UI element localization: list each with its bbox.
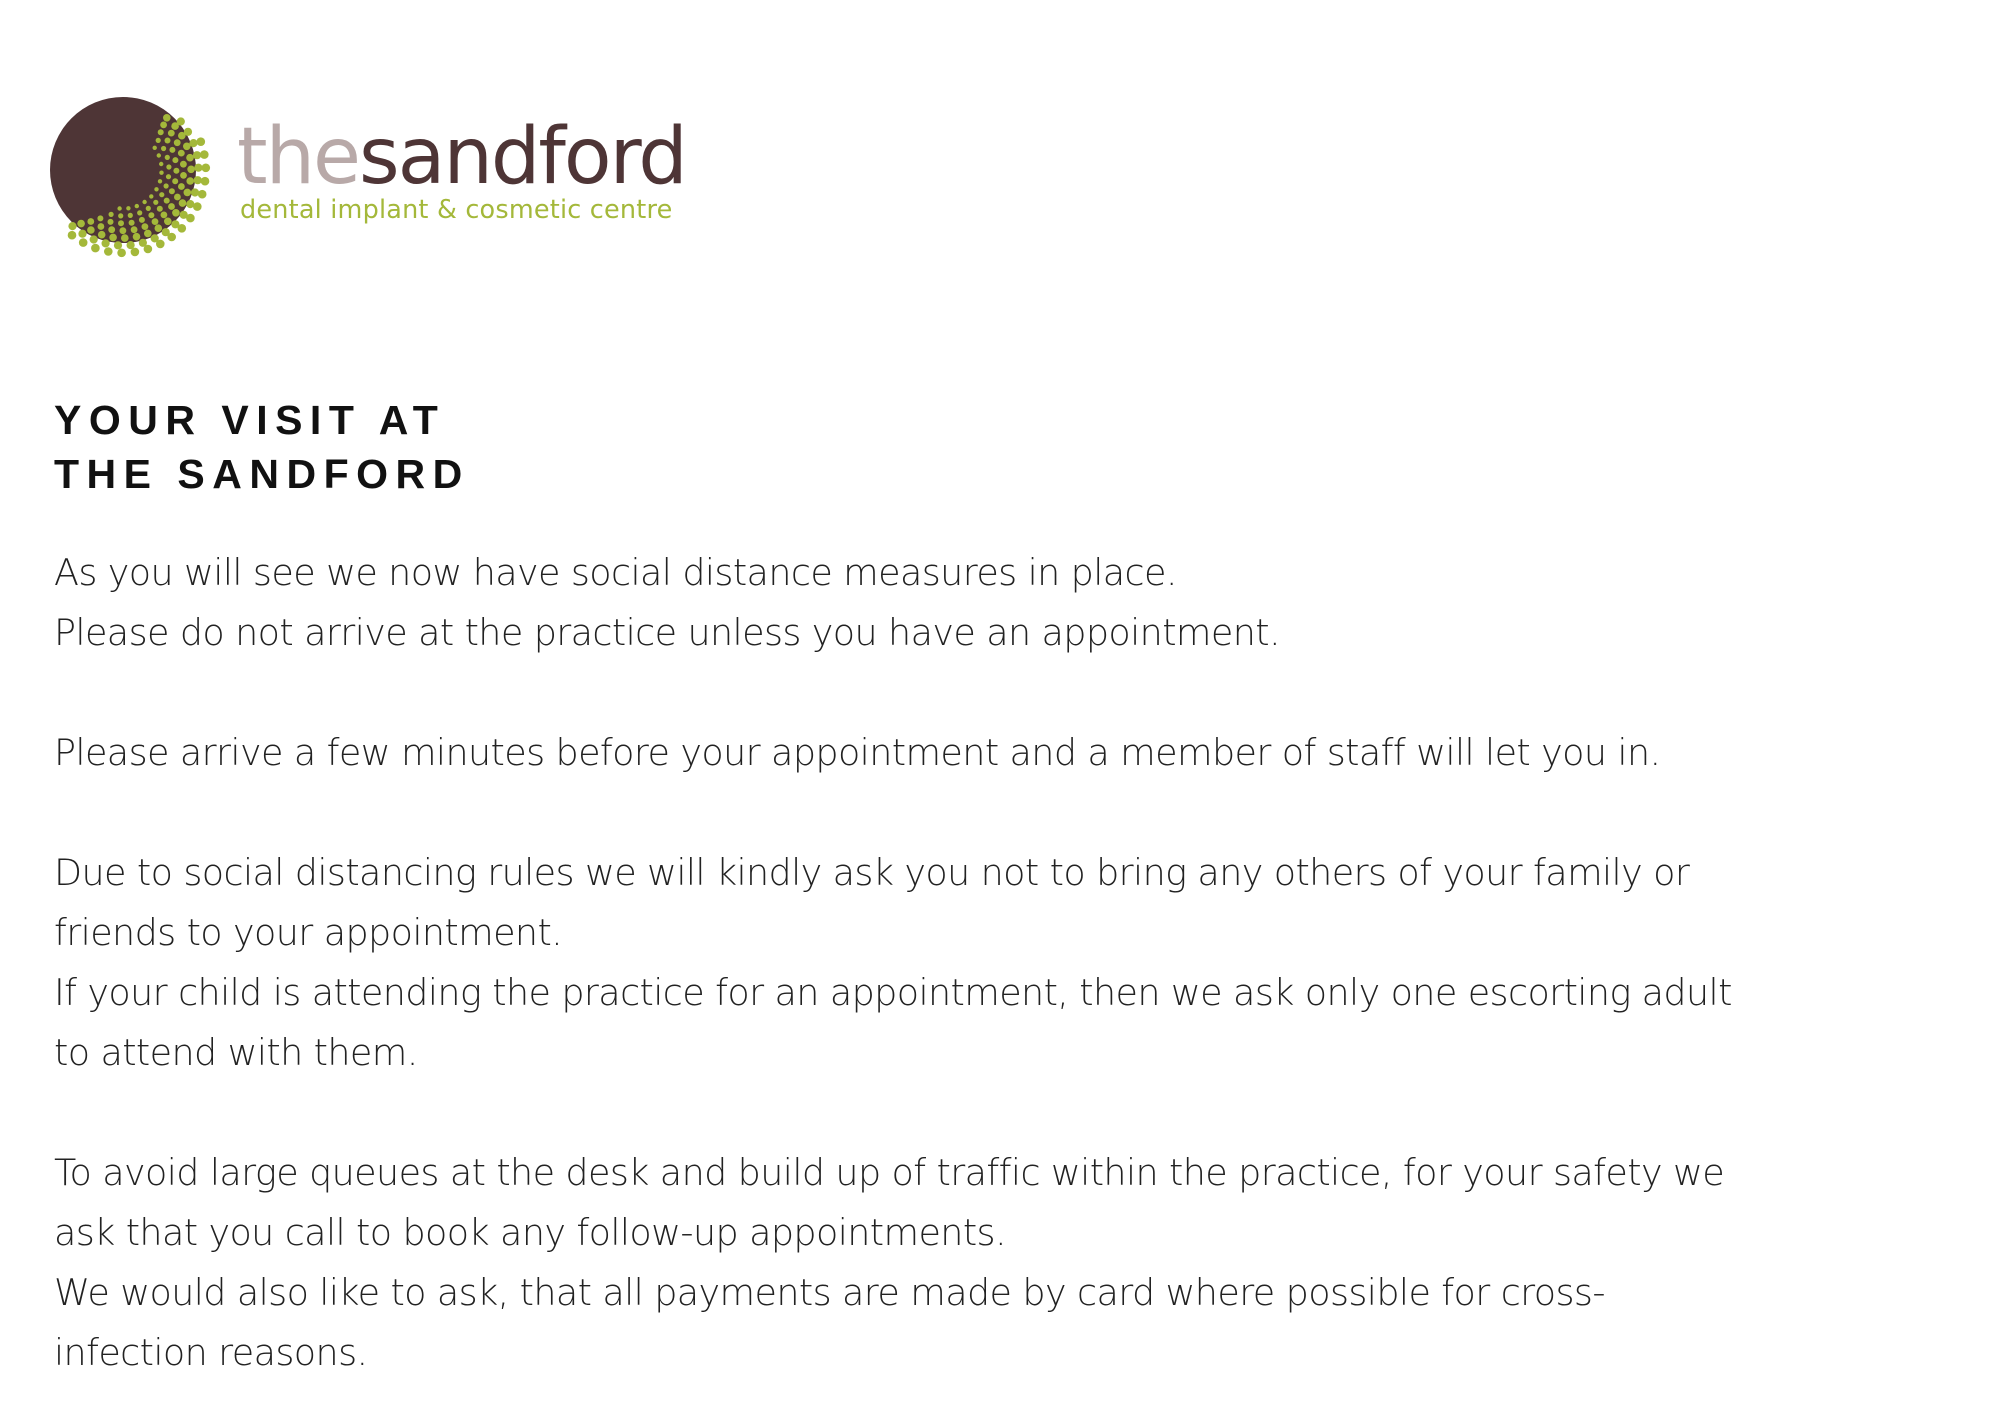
logo-dot [173, 168, 179, 174]
logo-dot [184, 128, 192, 136]
logo-dot [159, 192, 164, 197]
logo-dot [197, 137, 206, 146]
logo-dot [144, 245, 153, 254]
notice-body [54, 543, 1944, 1383]
logo-dot [126, 206, 130, 210]
logo-dot [155, 224, 163, 232]
logo-mark-icon [50, 92, 225, 267]
logo-dot [90, 235, 98, 243]
logo-dot [163, 114, 171, 122]
logo-dot [131, 248, 140, 257]
paragraph-arrival [54, 723, 1944, 783]
paragraph-companions [54, 843, 1944, 1083]
logo-dot [168, 130, 175, 137]
logo-dot [174, 194, 181, 201]
logo-wordmark [237, 112, 686, 202]
logo-tagline: dental implant & cosmetic centre [240, 195, 673, 225]
logo-dot [68, 222, 76, 230]
logo-dot [129, 220, 135, 226]
logo-dot [117, 249, 126, 258]
text-line: ask that you call to book any follow-up appointments. [54, 1211, 1006, 1254]
logo-dot [98, 231, 106, 239]
logo-dot [118, 220, 124, 226]
logo-dot [165, 155, 170, 160]
text-line: to attend with them. [54, 1031, 418, 1074]
logo-dot [194, 176, 202, 184]
logo-dot [167, 233, 176, 242]
logo-dot [68, 231, 77, 240]
logo-dot [164, 218, 172, 226]
logo-dot [191, 188, 199, 196]
logo-dot [178, 150, 185, 157]
logo-dot [187, 166, 195, 174]
logo-dot [160, 122, 167, 129]
logo-dot [78, 230, 86, 238]
logo-dot [194, 164, 202, 172]
logo-dot [193, 151, 201, 159]
logo-dot [91, 244, 100, 253]
logo-dot [158, 179, 162, 183]
logo-dot [202, 164, 211, 173]
logo-dot [161, 212, 168, 219]
logo-dot [169, 147, 175, 153]
paragraph-bookings-payments [54, 1143, 1944, 1383]
logo-dot [118, 213, 123, 218]
text-line: We would also like to ask, that all payments are made by card where possible for cross- [54, 1271, 1605, 1314]
logo-dot [178, 183, 185, 190]
logo-dot [153, 200, 158, 205]
logo-dot [152, 218, 159, 225]
logo-dot [186, 214, 195, 223]
logo-dot [128, 213, 133, 218]
logo-dot [137, 210, 142, 215]
logo-dot [142, 223, 149, 230]
logo-dot [104, 247, 113, 256]
logo-dot [77, 220, 85, 228]
logo-dot [157, 206, 163, 212]
text-line: friends to your appointment. [54, 911, 563, 954]
logo-dot [114, 241, 122, 249]
logo-dot [159, 162, 163, 166]
logo-dot [184, 189, 192, 197]
logo-dot [146, 206, 151, 211]
logo-dot [172, 209, 180, 217]
text-line: As you will see we now have social distance measures in place. [54, 551, 1177, 594]
page-title [54, 393, 470, 501]
logo-dot [156, 138, 161, 143]
logo-dot [149, 194, 153, 198]
logo-dot [158, 129, 164, 135]
logo-dot [117, 206, 121, 210]
logo-dot [139, 217, 145, 223]
logo-dot [133, 233, 141, 241]
logo-dot [166, 164, 171, 169]
logo-dot [102, 239, 110, 247]
text-line: Please arrive a few minutes before your appointment and a member of staff will let you in. [54, 731, 1661, 774]
logo-dot [189, 139, 197, 147]
logo-dot [97, 215, 103, 221]
logo-dot [164, 198, 170, 204]
logo-dot [108, 226, 115, 233]
logo-dot [172, 157, 178, 163]
logo-dot [186, 177, 194, 185]
logo [50, 92, 690, 267]
logo-dot [135, 204, 139, 208]
logo-dot [156, 240, 165, 249]
logo-dot [108, 219, 114, 225]
logo-dot [153, 146, 157, 150]
logo-dot [161, 146, 166, 151]
logo-dot [180, 172, 187, 179]
logo-dot [166, 174, 171, 179]
text-line: To avoid large queues at the desk and build up of traffic within the practice, for your safety we [54, 1151, 1725, 1194]
logo-dot [180, 161, 187, 168]
logo-dot [157, 153, 161, 157]
logo-dot [168, 203, 175, 210]
logo-dot [79, 238, 88, 247]
logo-dot [109, 234, 117, 242]
text-line: infection reasons. [54, 1331, 368, 1374]
logo-dot [174, 139, 181, 146]
logo-dot [186, 154, 194, 162]
logo-dot [178, 224, 187, 233]
logo-dot [159, 171, 163, 175]
page-title-line-1: YOUR VISIT AT [54, 397, 446, 443]
logo-dot [87, 226, 95, 234]
logo-dot [148, 212, 154, 218]
logo-dot [172, 178, 178, 184]
logo-dot [121, 234, 129, 242]
logo-dot [201, 177, 210, 186]
page-title-line-2: THE SANDFORD [54, 451, 470, 497]
logo-dot [169, 188, 175, 194]
logo-dot [164, 183, 169, 188]
logo-word-prefix: the [237, 112, 360, 202]
logo-dot [179, 199, 187, 207]
text-line: If your child is attending the practice for an appointment, then we ask only one escorting adult [54, 971, 1732, 1014]
logo-dot [165, 138, 171, 144]
text-line: Due to social distancing rules we will kindly ask you not to bring any others of your family or [54, 851, 1690, 894]
logo-dot [142, 200, 146, 204]
paragraph-social-distance [54, 543, 1944, 663]
logo-dot [144, 230, 152, 238]
logo-dot [98, 223, 105, 230]
logo-dot [87, 218, 94, 225]
logo-dot [109, 212, 114, 217]
logo-word-main: sandford [359, 112, 686, 202]
text-line: Please do not arrive at the practice unless you have an appointment. [54, 611, 1280, 654]
logo-dot [198, 190, 207, 199]
logo-dot [177, 117, 185, 125]
logo-dot [200, 150, 209, 159]
logo-dot [193, 202, 202, 211]
logo-dot [120, 227, 127, 234]
logo-dot [154, 187, 158, 191]
logo-dot [131, 226, 138, 233]
